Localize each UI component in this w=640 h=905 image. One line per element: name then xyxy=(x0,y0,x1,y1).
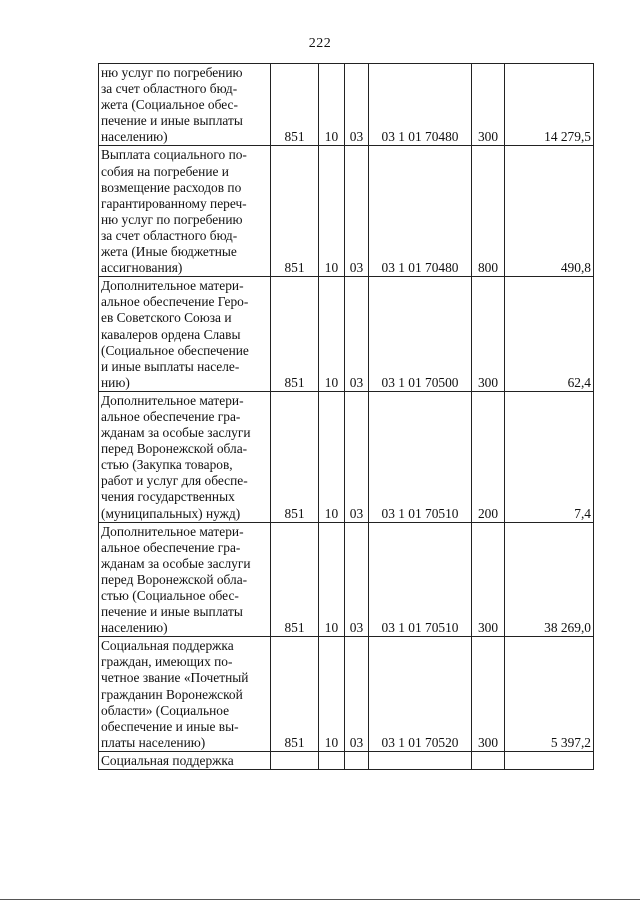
item-name-line: кавалеров ордена Славы xyxy=(101,326,241,342)
item-name-line: населению) xyxy=(101,129,168,145)
item-name-line: Дополнительное матери- xyxy=(101,523,244,539)
item-name-line: платы населению) xyxy=(101,734,206,750)
subsection-cell: 03 xyxy=(345,64,369,146)
section-cell: 10 xyxy=(319,637,345,752)
item-name-cell xyxy=(99,522,271,637)
target-article-cell: 03 1 01 70500 xyxy=(369,277,472,392)
section-cell: 10 xyxy=(319,146,345,277)
item-name-line: обеспечение и иные вы- xyxy=(101,718,239,734)
item-name-line: области» (Социальное xyxy=(101,702,230,718)
item-name-line: возмещение расходов по xyxy=(101,179,242,195)
subsection-cell: 03 xyxy=(345,146,369,277)
item-name-line: граждан, имеющих по- xyxy=(101,654,233,670)
item-name-line: ню услуг по погребению xyxy=(101,65,243,80)
item-name-cell xyxy=(99,391,271,522)
expense-type-cell: 200 xyxy=(472,391,505,522)
item-name-line: ев Советского Союза и xyxy=(101,310,232,326)
item-name-line: нию) xyxy=(101,374,130,390)
section-cell xyxy=(319,751,345,769)
expense-type-cell xyxy=(472,751,505,769)
target-article-cell: 03 1 01 70480 xyxy=(369,146,472,277)
subsection-cell: 03 xyxy=(345,391,369,522)
item-name-line: Дополнительное матери- xyxy=(101,392,244,408)
table-row xyxy=(99,391,594,522)
grbs-cell: 851 xyxy=(271,146,319,277)
item-name-line: Дополнительное матери- xyxy=(101,278,244,294)
item-name-line: альное обеспечение гра- xyxy=(101,408,241,424)
amount-cell: 62,4 xyxy=(505,277,594,392)
amount-cell: 5 397,2 xyxy=(505,637,594,752)
budget-table xyxy=(98,63,594,770)
item-name-line: (Социальное обеспечение xyxy=(101,342,249,358)
item-name-line: за счет областного бюд- xyxy=(101,227,238,243)
item-name-line: работ и услуг для обеспе- xyxy=(101,473,248,489)
item-name-line: гражданин Воронежской xyxy=(101,686,243,702)
amount-cell: 14 279,5 xyxy=(505,64,594,146)
item-name-line: стью (Социальное обес- xyxy=(101,588,239,603)
grbs-cell: 851 xyxy=(271,522,319,637)
amount-cell: 38 269,0 xyxy=(505,522,594,637)
amount-cell: 7,4 xyxy=(505,391,594,522)
item-name-line: ню услуг по погребению xyxy=(101,211,243,227)
table-row xyxy=(99,64,594,146)
bottom-rule xyxy=(0,899,640,900)
target-article-cell: 03 1 01 70480 xyxy=(369,64,472,146)
item-name-line: населению) xyxy=(101,620,168,636)
item-name-line: (муниципальных) нужд) xyxy=(101,505,241,521)
item-name-line: собия на погребение и xyxy=(101,163,229,179)
item-name-line: ассигнования) xyxy=(101,260,183,276)
item-name-cell xyxy=(99,146,271,277)
item-name-line: перед Воронежской обла- xyxy=(101,441,248,457)
target-article-cell xyxy=(369,751,472,769)
table-row xyxy=(99,522,594,637)
table-row xyxy=(99,146,594,277)
item-name-line: перед Воронежской обла- xyxy=(101,571,248,587)
subsection-cell xyxy=(345,751,369,769)
grbs-cell xyxy=(271,751,319,769)
section-cell: 10 xyxy=(319,64,345,146)
item-name-line: Выплата социального по- xyxy=(101,147,247,163)
subsection-cell: 03 xyxy=(345,637,369,752)
section-cell: 10 xyxy=(319,391,345,522)
target-article-cell: 03 1 01 70510 xyxy=(369,522,472,637)
item-name-line: чения государственных xyxy=(101,489,235,505)
target-article-cell: 03 1 01 70510 xyxy=(369,391,472,522)
item-name-line: печение и иные выплаты xyxy=(101,113,243,129)
item-name-cell xyxy=(99,637,271,752)
item-name-line: Социальная поддержка xyxy=(101,752,234,768)
item-name-line: четное звание «Почетный xyxy=(101,670,249,686)
grbs-cell: 851 xyxy=(271,637,319,752)
item-name-line: за счет областного бюд- xyxy=(101,81,238,97)
table-row xyxy=(99,751,594,769)
grbs-cell: 851 xyxy=(271,277,319,392)
item-name-cell xyxy=(99,277,271,392)
amount-cell xyxy=(505,751,594,769)
expense-type-cell: 300 xyxy=(472,64,505,146)
item-name-line: Социальная поддержка xyxy=(101,638,234,654)
section-cell: 10 xyxy=(319,277,345,392)
item-name-cell xyxy=(99,751,271,769)
item-name-line: жета (Социальное обес- xyxy=(101,97,238,113)
expense-type-cell: 300 xyxy=(472,277,505,392)
item-name-line: и иные выплаты населе- xyxy=(101,358,240,374)
table-row xyxy=(99,637,594,752)
table-row xyxy=(99,277,594,392)
section-cell: 10 xyxy=(319,522,345,637)
item-name-cell xyxy=(99,64,271,146)
item-name-line: альное обеспечение Геро- xyxy=(101,294,249,310)
target-article-cell: 03 1 01 70520 xyxy=(369,637,472,752)
item-name-line: жданам за особые заслуги xyxy=(101,555,251,571)
amount-cell: 490,8 xyxy=(505,146,594,277)
item-name-line: стью (Закупка товаров, xyxy=(101,457,233,473)
item-name-line: печение и иные выплаты xyxy=(101,604,243,620)
expense-type-cell: 300 xyxy=(472,522,505,637)
subsection-cell: 03 xyxy=(345,277,369,392)
item-name-line: альное обеспечение гра- xyxy=(101,539,241,555)
subsection-cell: 03 xyxy=(345,522,369,637)
expense-type-cell: 300 xyxy=(472,637,505,752)
grbs-cell: 851 xyxy=(271,391,319,522)
grbs-cell: 851 xyxy=(271,64,319,146)
item-name-line: жданам за особые заслуги xyxy=(101,425,251,441)
item-name-line: гарантированному переч- xyxy=(101,195,247,211)
expense-type-cell: 800 xyxy=(472,146,505,277)
item-name-line: жета (Иные бюджетные xyxy=(101,244,237,260)
page-number: 222 xyxy=(308,36,332,51)
